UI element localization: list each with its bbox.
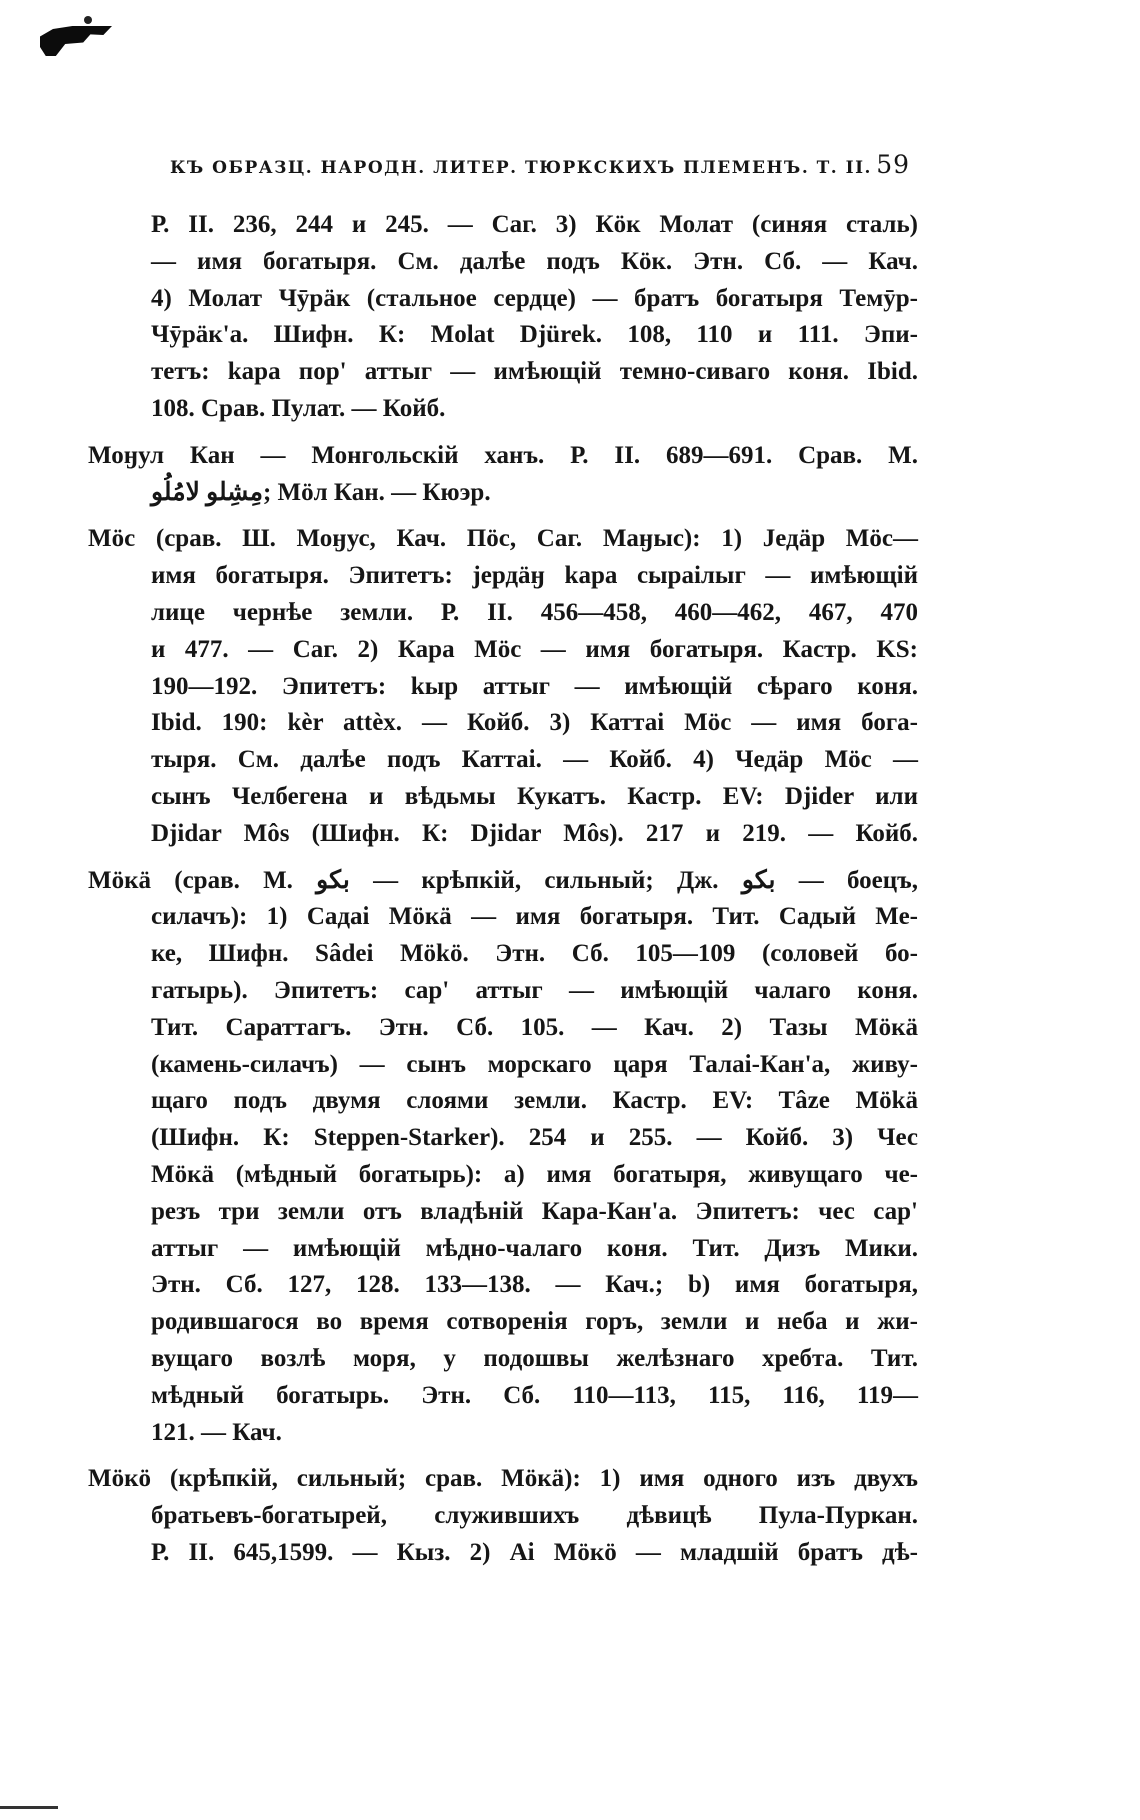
text-line: ке, Шифн. Sâdei Mökö. Этн. Сб. 105—109 (соловей бо- xyxy=(151,940,918,968)
text-line: Мӧкä (мѣдный богатырь): а) имя богатыря, живущаго че- xyxy=(151,1160,918,1188)
text-line: 190—192. Эпитетъ: kыр аттыг — имѣющій сѣраго коня. xyxy=(151,672,918,700)
text-line: — имя богатыря. См. далѣе подъ Кӧк. Этн. Сб. — Кач. xyxy=(151,247,918,275)
text-line: Чӯрäк'а. Шифн. К: Molat Djürek. 108, 110 и 111. Эпи- xyxy=(151,321,918,349)
running-title: КЪ ОБРАЗЦ. НАРОДН. ЛИТЕР. ТЮРКСКИХЪ ПЛЕМЕНЪ. Т. II. xyxy=(170,158,872,178)
entry-headline: Мӧкä (срав. М. بكو — крѣпкій, сильный; Дж. بكو — боецъ, xyxy=(88,866,918,894)
text-line: Р. II. 236, 244 и 245. — Саг. 3) Кӧк Молат (синяя сталь) xyxy=(151,211,918,238)
entry-continuation xyxy=(88,207,918,428)
page-header xyxy=(170,150,910,190)
dictionary-text xyxy=(88,207,918,1582)
text-line: братьевъ-богатырей, служившихъ дѣвицѣ Пула-Пуркан. xyxy=(151,1502,918,1530)
text-line: 108. Срав. Пулат. — Койб. xyxy=(151,394,446,422)
text-line: مِشِلو لامُلُو; Мӧл Кан. — Кюэр. xyxy=(151,478,491,506)
text-line: родившагося во время сотворенія горъ, земли и неба и жи- xyxy=(151,1308,918,1336)
text-line: резъ три земли отъ владѣній Кара-Кан'а. Эпитетъ: чес сар' xyxy=(151,1197,918,1225)
text-line: Этн. Сб. 127, 128. 133—138. — Кач.; b) имя богатыря, xyxy=(151,1271,918,1299)
entry-headline: Мӧс (срав. Ш. Моӈус, Кач. Пӧс, Саг. Маӈыс): 1) Једäр Мӧс— xyxy=(88,525,918,553)
text-line: Djidar Môs (Шифн. К: Djidar Môs). 217 и 219. — Койб. xyxy=(151,819,918,847)
text-line: тыря. См. далѣе подъ Каттаі. — Койб. 4) Чедäр Мӧс — xyxy=(151,746,918,774)
text-line: вущаго возлѣ моря, у подошвы желѣзнаго хребта. Тит. xyxy=(151,1344,918,1372)
text-line: лице чернѣе земли. Р. II. 456—458, 460—462, 467, 470 xyxy=(151,598,918,626)
ink-speck xyxy=(84,16,92,24)
text-line: 121. — Кач. xyxy=(151,1418,282,1446)
entry-monul-kan xyxy=(88,438,918,512)
text-line: (камень-силачъ) — сынъ морскаго царя Талаі-Кан'а, живу- xyxy=(151,1050,918,1078)
text-line: тетъ: kара пор' аттыг — имѣющій темно-сиваго коня. Ibid. xyxy=(151,358,918,386)
text-line: Тит. Сараттагъ. Этн. Сб. 105. — Кач. 2) Тазы Мӧкä xyxy=(151,1013,918,1041)
entry-moko xyxy=(88,1461,918,1571)
text-line: сынъ Челбегена и вѣдьмы Кукатъ. Кастр. EV: Djider или xyxy=(151,782,918,810)
text-line: (Шифн. К: Steppen-Starker). 254 и 255. — Койб. 3) Чес xyxy=(151,1124,918,1152)
text-line: 4) Молат Чӯрäк (стальное сердце) — братъ богатыря Темӯр- xyxy=(151,284,918,312)
page-number: 59 xyxy=(876,150,910,179)
scan-edge-mark xyxy=(0,1806,58,1809)
text-line: силачъ): 1) Садаі Мӧкä — имя богатыря. Тит. Садый Ме- xyxy=(151,903,918,931)
text-line: и 477. — Саг. 2) Кара Мӧс — имя богатыря. Кастр. KS: xyxy=(151,635,918,663)
ink-blot xyxy=(40,26,112,56)
text-line: имя богатыря. Эпитетъ: јердäӈ kара сыраiлыг — имѣющій xyxy=(151,562,918,590)
text-line: Р. II. 645,1599. — Кыз. 2) Аі Мӧкӧ — младшій братъ дѣ- xyxy=(151,1538,918,1566)
text-line: гатырь). Эпитетъ: сар' аттыг — имѣющій чалаго коня. xyxy=(151,976,918,1004)
entry-headline: Моӈул Кан — Монгольскій ханъ. Р. II. 689—691. Срав. М. xyxy=(88,441,918,469)
entry-headline: Мӧкӧ (крѣпкій, сильный; срав. Мӧкä): 1) имя одного изъ двухъ xyxy=(88,1465,918,1493)
text-line: аттыг — имѣющій мѣдно-чалаго коня. Тит. Дизъ Мики. xyxy=(151,1234,918,1262)
entry-moka xyxy=(88,863,918,1452)
text-line: щаго подъ двумя слоями земли. Кастр. EV: Tâze Mökä xyxy=(151,1087,918,1115)
text-line: Ibid. 190: kèr attèx. — Койб. 3) Каттаi Мӧс — имя бога- xyxy=(151,709,918,737)
text-line: мѣдный богатырь. Этн. Сб. 110—113, 115, 116, 119— xyxy=(151,1381,918,1409)
entry-mos xyxy=(88,521,918,852)
